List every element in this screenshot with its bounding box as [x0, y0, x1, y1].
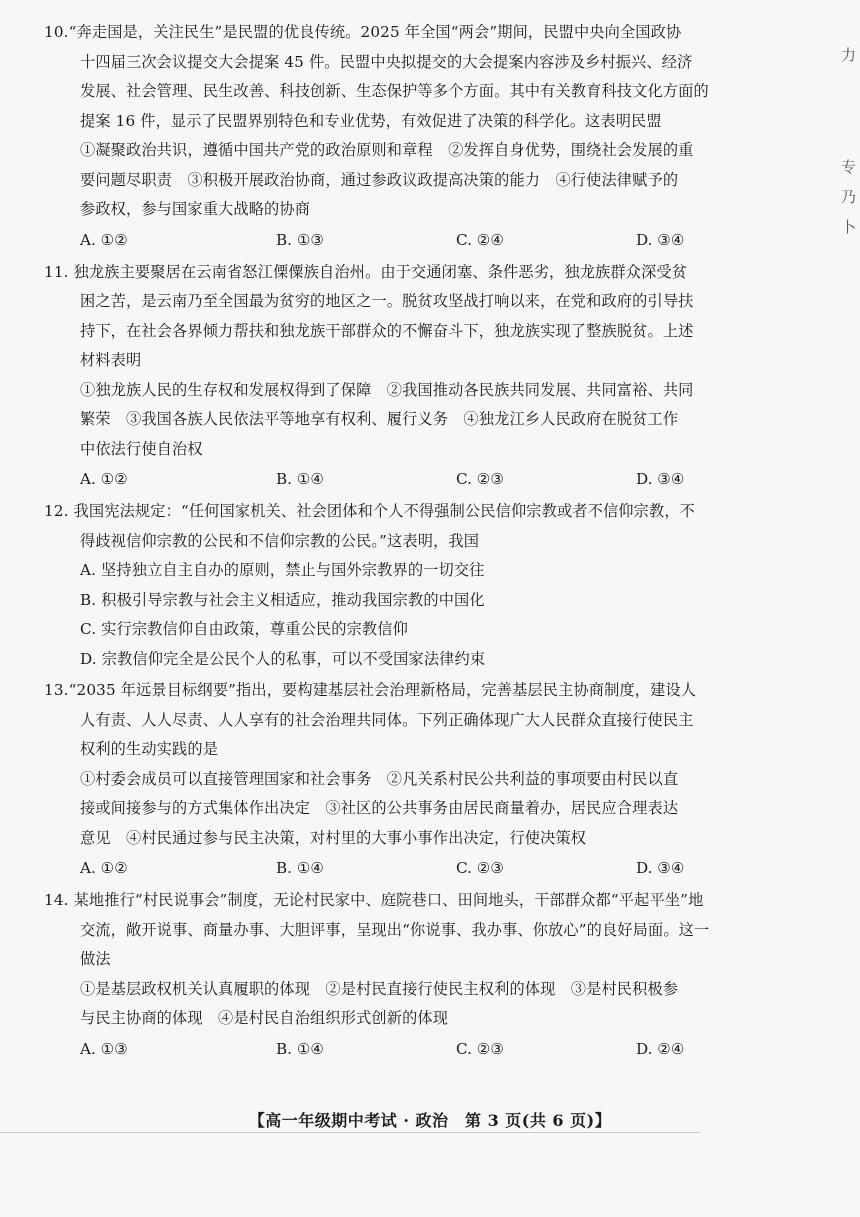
margin-char: 乃: [840, 188, 856, 206]
option-c: C. ②③: [456, 470, 504, 488]
choice-d: D. 宗教信仰完全是公民个人的私事，可以不受国家法律约束: [80, 649, 486, 668]
option-a: A. ①③: [80, 1039, 128, 1058]
option-c: C. ②③: [456, 1039, 504, 1058]
option-d: D. ③④: [636, 470, 685, 488]
statement-line: 与民主协商的体现 ④是村民自治组织形式创新的体现: [80, 1009, 449, 1027]
question-stem-line: 提案 16 件，显示了民盟界别特色和专业优势，有效促进了决策的科学化。这表明民盟: [80, 111, 662, 130]
margin-char: 力: [840, 46, 856, 64]
question-stem-line: 持下，在社会各界倾力帮扶和独龙族干部群众的不懈奋斗下，独龙族实现了整族脱贫。上述: [80, 321, 694, 340]
option-c: C. ②④: [456, 230, 504, 249]
choice-b: B. 积极引导宗教与社会主义相适应，推动我国宗教的中国化: [80, 590, 485, 609]
question-stem-line: 13.“2035 年远景目标纲要”指出，要构建基层社会治理新格局，完善基层民主协商制度，建设人: [44, 681, 697, 699]
question-stem-line: 14. 某地推行“村民说事会”制度，无论村民家中、庭院巷口、田间地头，干部群众都“平起平坐”地: [44, 891, 704, 909]
question-11: [44, 258, 824, 496]
question-13: [44, 676, 824, 884]
option-c: C. ②③: [456, 859, 504, 877]
option-b: B. ①④: [276, 470, 325, 488]
question-stem-line: 得歧视信仰宗教的公民和不信仰宗教的公民。”这表明，我国: [80, 531, 480, 550]
statement-line: ①是基层政权机关认真履职的体现 ②是村民直接行使民主权利的体现 ③是村民积极参: [80, 979, 679, 998]
statement-line: 繁荣 ③我国各族人民依法平等地享有权利、履行义务 ④独龙江乡人民政府在脱贫工作: [80, 410, 679, 428]
option-b: B. ①③: [276, 230, 325, 249]
option-d: D. ③④: [636, 230, 685, 249]
option-b: B. ①④: [276, 1039, 325, 1058]
statement-line: 意见 ④村民通过参与民主决策，对村里的大事小事作出决定，行使决策权: [80, 828, 587, 847]
question-stem-line: 材料表明: [80, 351, 142, 369]
question-stem-line: 十四届三次会议提交大会提案 45 件。民盟中央拟提交的大会提案内容涉及乡村振兴、经济: [80, 52, 693, 71]
question-list: [44, 18, 824, 1067]
choice-c: C. 实行宗教信仰自由政策，尊重公民的宗教信仰: [80, 620, 408, 638]
statement-line: ①凝聚政治共识，遵循中国共产党的政治原则和章程 ②发挥自身优势，围绕社会发展的重: [80, 141, 694, 159]
margin-char: 专: [840, 158, 856, 176]
answer-options: [44, 853, 824, 884]
statement-line: 接或间接参与的方式集体作出决定 ③社区的公共事务由居民商量着办，居民应合理表达: [80, 799, 679, 817]
question-stem-line: 困之苦，是云南乃至全国最为贫穷的地区之一。脱贫攻坚战打响以来，在党和政府的引导扶: [80, 292, 694, 310]
question-stem-line: 12. 我国宪法规定：“任何国家机关、社会团体和个人不得强制公民信仰宗教或者不信仰宗教，不: [44, 502, 695, 520]
question-stem-line: 发展、社会管理、民生改善、科技创新、生态保护等多个方面。其中有关教育科技文化方面的: [80, 82, 709, 100]
statement-line: 参政权，参与国家重大战略的协商: [80, 200, 311, 218]
answer-options: [44, 464, 824, 495]
page-footer: 【高一年级期中考试 · 政治 第 3 页(共 6 页)】: [248, 1111, 612, 1130]
question-stem-line: 权利的生动实践的是: [80, 740, 219, 758]
statement-line: 中依法行使自治权: [80, 439, 203, 458]
option-d: D. ③④: [636, 859, 685, 877]
question-10: [44, 18, 824, 256]
question-stem-line: 人有责、人人尽责、人人享有的社会治理共同体。下列正确体现广大人民群众直接行使民主: [80, 710, 694, 729]
question-12: [44, 497, 824, 674]
option-d: D. ②④: [636, 1039, 685, 1058]
answer-options: [44, 225, 824, 256]
choice-a: A. 坚持独立自主自办的原则，禁止与国外宗教界的一切交往: [80, 561, 485, 579]
statement-line: ①独龙族人民的生存权和发展权得到了保障 ②我国推动各民族共同发展、共同富裕、共同: [80, 380, 694, 399]
answer-options: [44, 1034, 824, 1065]
option-b: B. ①④: [276, 859, 325, 877]
question-stem-line: 做法: [80, 950, 111, 968]
question-stem-line: 交流，敞开说事、商量办事、大胆评事，呈现出“你说事、我办事、你放心”的良好局面。这一: [80, 920, 710, 939]
footer-divider: [0, 1132, 700, 1133]
option-a: A. ①②: [80, 859, 128, 877]
question-stem-line: 10.“奔走国是，关注民生”是民盟的优良传统。2025 年全国“两会”期间，民盟中央向全国政协: [44, 23, 682, 41]
statement-line: 要问题尽职责 ③积极开展政治协商，通过参政议政提高决策的能力 ④行使法律赋予的: [80, 170, 679, 189]
option-a: A. ①②: [80, 470, 128, 488]
statement-line: ①村委会成员可以直接管理国家和社会事务 ②凡关系村民公共利益的事项要由村民以直: [80, 769, 679, 788]
margin-char: 卜: [840, 218, 856, 236]
option-a: A. ①②: [80, 230, 128, 249]
question-14: [44, 886, 824, 1065]
question-stem-line: 11. 独龙族主要聚居在云南省怒江傈僳族自治州。由于交通闭塞、条件恶劣，独龙族群众深受贫: [44, 262, 688, 281]
